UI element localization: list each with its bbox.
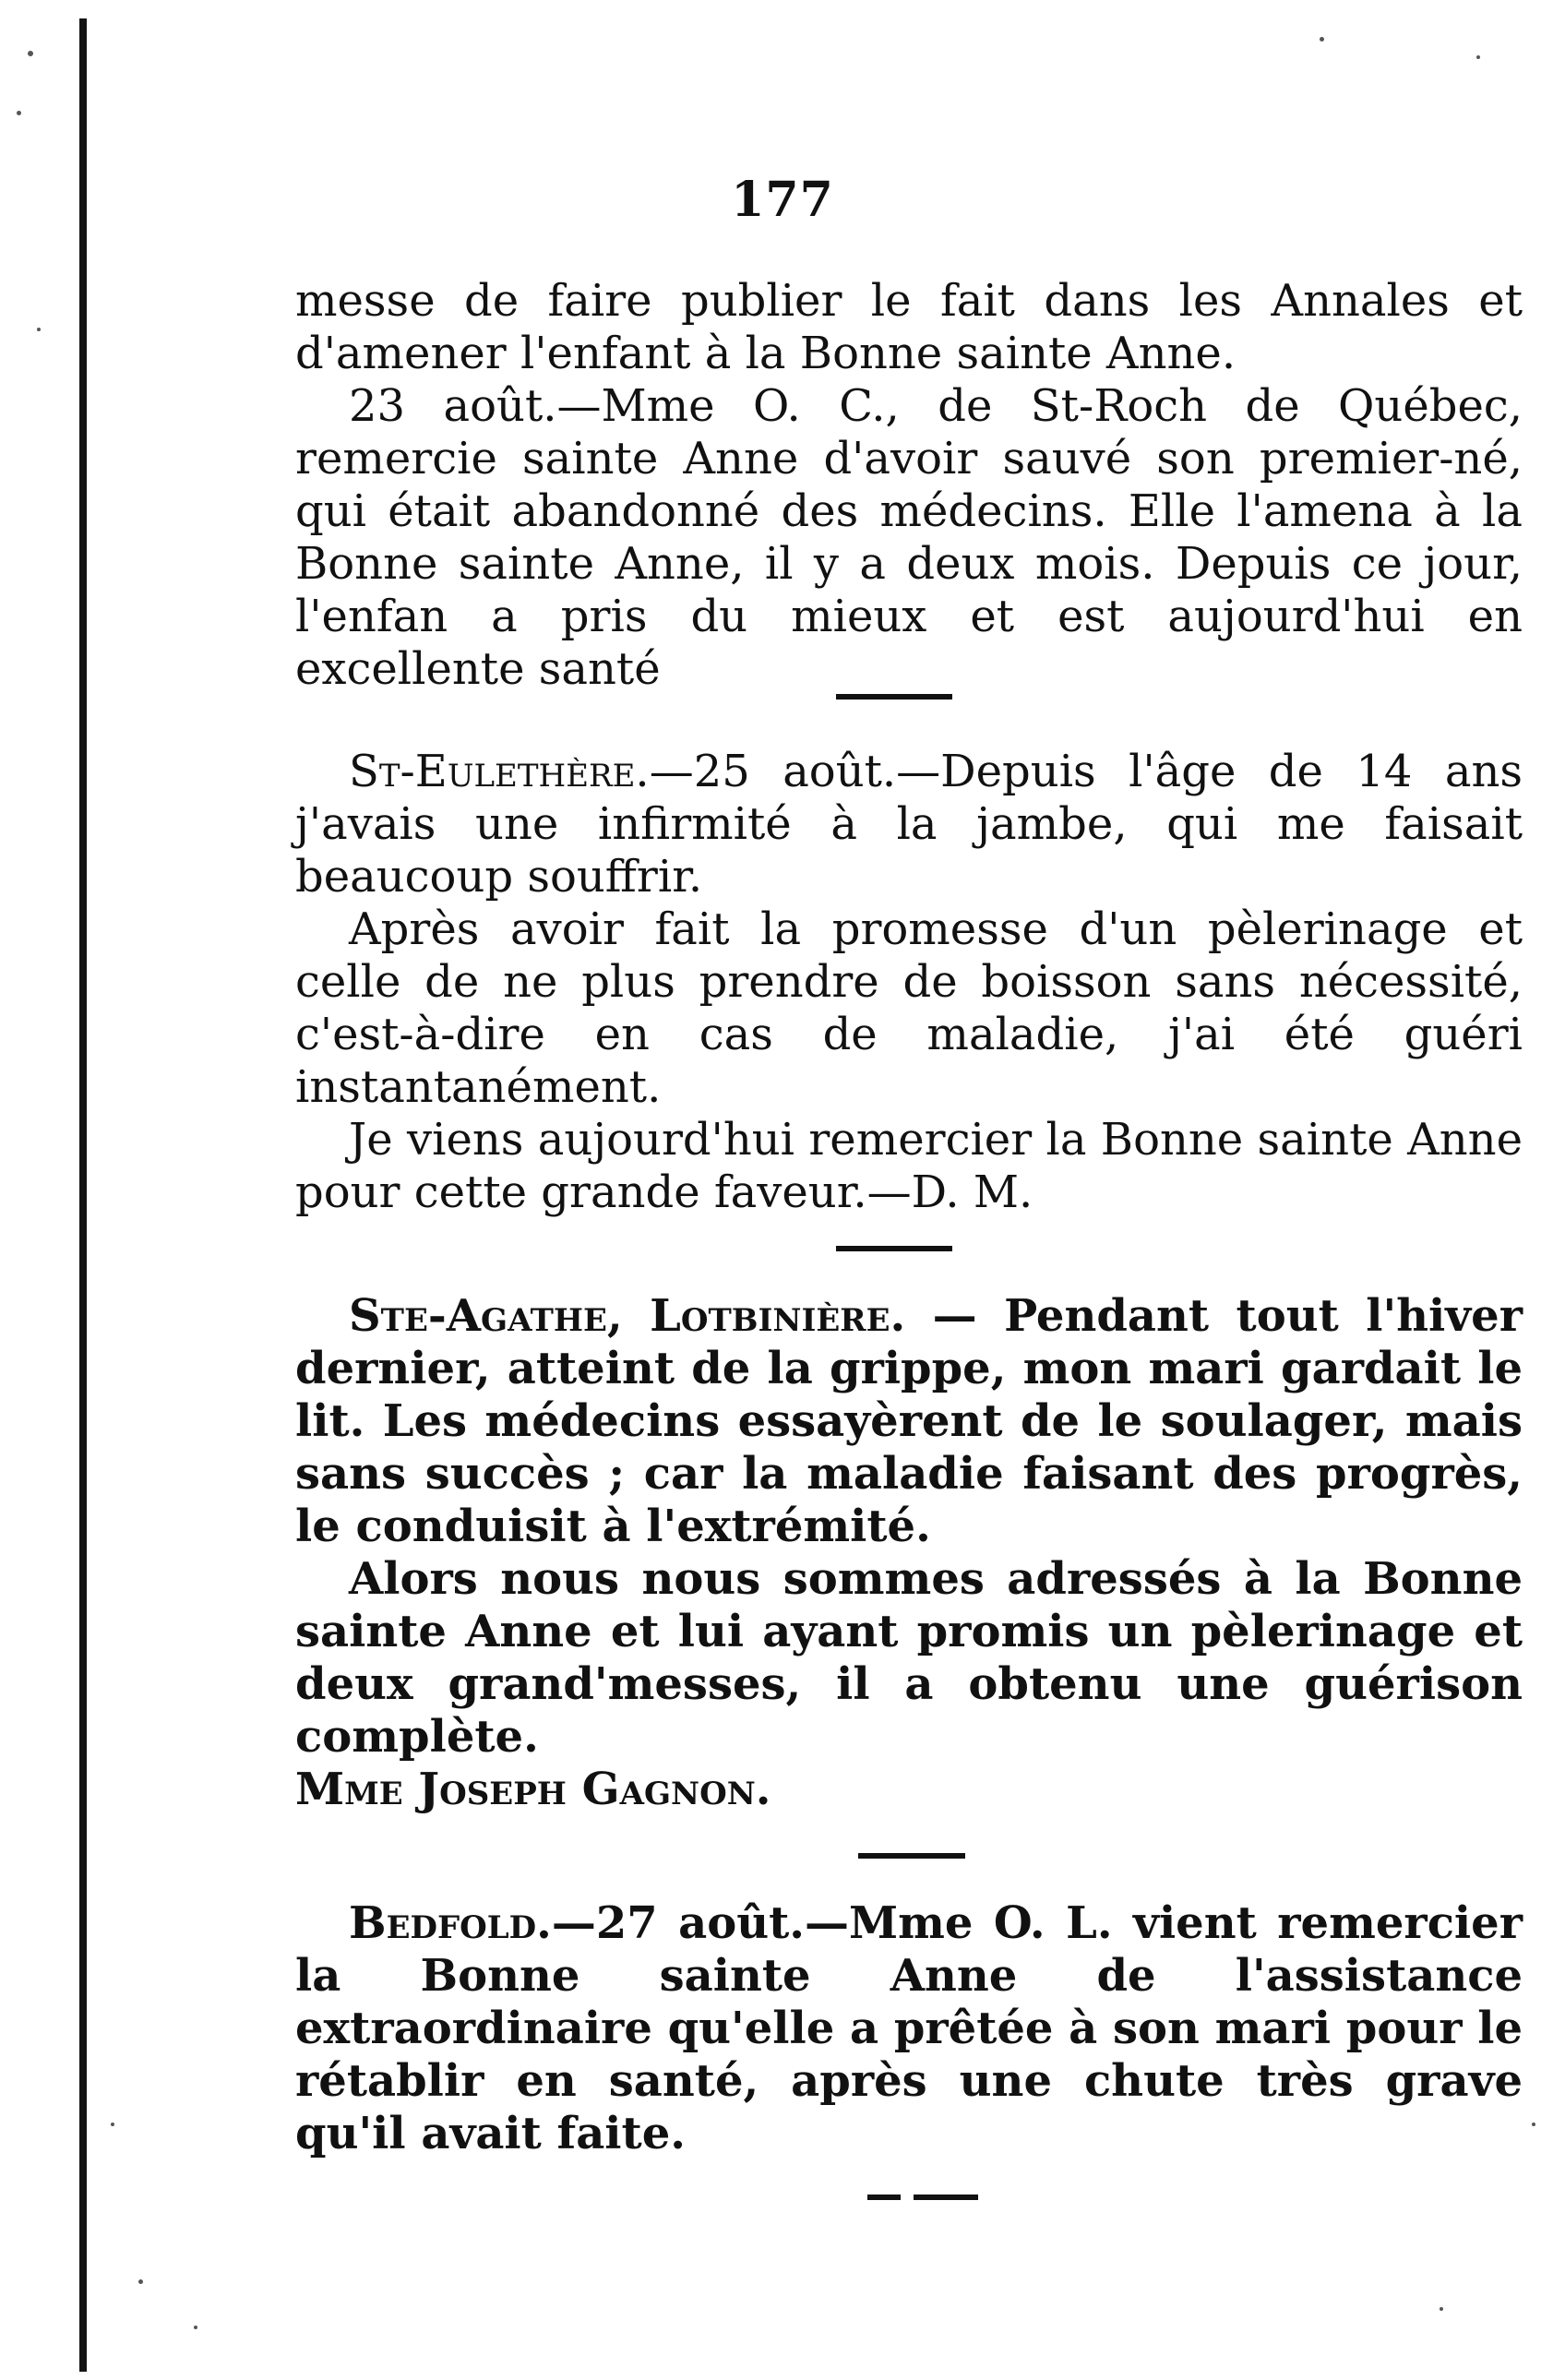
page-number: 177 [731, 172, 834, 228]
scan-speck [17, 111, 21, 115]
scan-speck [1476, 55, 1480, 59]
entry-text: —25 août.—Depuis l'âge de 14 ans j'avais une infirmité à la jambe, qui me faisait beaucoup souffrir. [295, 746, 1523, 903]
entry-continuation [295, 275, 1523, 696]
scan-speck [194, 2326, 197, 2329]
scan-speck [138, 2279, 143, 2284]
paragraph: Après avoir fait la promesse d'un pèlerinage et celle de ne plus prendre de boisson sans nécessité, c'est-à-dire en cas de maladie, j'ai été guéri instantanément. [295, 903, 1523, 1113]
paragraph: messe de faire publier le fait dans les Annales et d'amener l'enfant à la Bonne sainte Anne. [295, 275, 1523, 379]
scan-speck [1440, 2307, 1443, 2311]
entry-st-eulethere [295, 746, 1523, 1219]
entry-bedfold [295, 1897, 1523, 2160]
scan-speck [1320, 37, 1324, 42]
entry-ste-agathe [295, 1290, 1523, 1816]
section-separator [858, 1853, 965, 1859]
scan-speck [1532, 2123, 1535, 2126]
entry-text: —27 août.—Mme O. L. vient remercier la Bonne sainte Anne de l'assistance extraordinaire qu'elle a prêtée à son mari pour le rétablir en santé, après une chute très grave qu'il avait faite. [295, 1897, 1523, 2159]
section-separator [914, 2195, 978, 2200]
paragraph [295, 1290, 1523, 1553]
paragraph [295, 1897, 1523, 2160]
paragraph: Alors nous nous sommes adressés à la Bonne sainte Anne et lui ayant promis un pèlerinage et deux grand'messes, il a obtenu une guérison complète. [295, 1553, 1523, 1763]
section-separator [836, 694, 952, 700]
entry-heading: St-Eulethère. [349, 746, 650, 797]
scan-speck [28, 51, 33, 56]
scan-speck [111, 2123, 114, 2126]
scan-speck [37, 328, 41, 331]
binding-edge [79, 18, 87, 2372]
paragraph [295, 746, 1523, 903]
entry-heading: Ste-Agathe, Lotbinière. [349, 1290, 906, 1342]
paragraph: Je viens aujourd'hui remercier la Bonne sainte Anne pour cette grande faveur.—D. M. [295, 1114, 1523, 1218]
section-separator [867, 2195, 901, 2200]
entry-heading: Bedfold. [349, 1897, 552, 1949]
section-separator [836, 1246, 952, 1251]
paragraph: 23 août.—Mme O. C., de St-Roch de Québec, remercie sainte Anne d'avoir sauvé son premier-né, qui était abandonné des médecins. Elle l'amena à la Bonne sainte Anne, il y a deux mois. Depuis ce jour, l'enfan a pris du mieux et est aujourd'hui en excellente santé [295, 380, 1523, 695]
entry-text: — Pendant tout l'hiver dernier, atteint de la grippe, mon mari gardait le lit. Les médecins essayèrent de le soulager, mais sans succès ; car la maladie faisant des progrès, le conduisit à l'extrémité. [295, 1290, 1523, 1552]
signature: Mme Joseph Gagnon. [295, 1764, 771, 1815]
